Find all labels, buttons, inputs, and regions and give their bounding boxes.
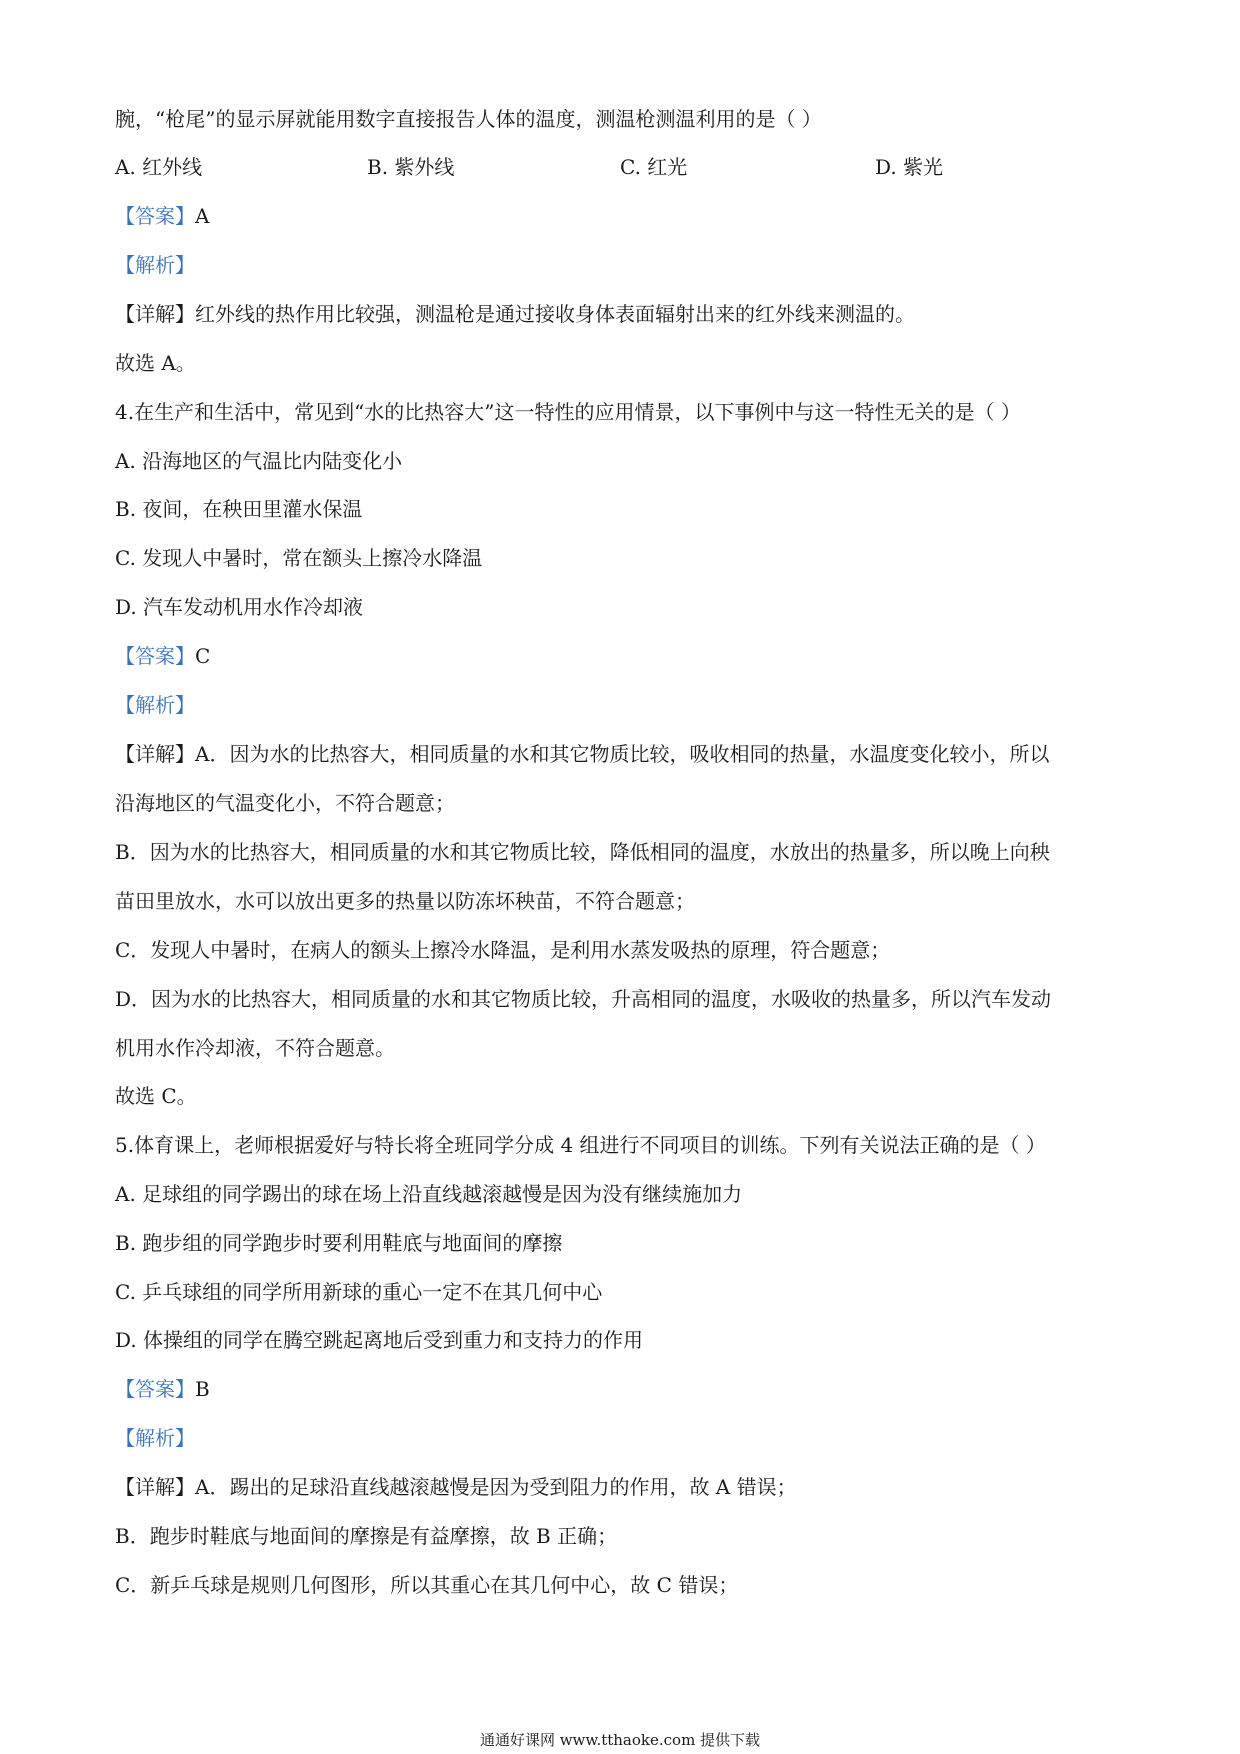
q5-option-c: C. 乒乓球组的同学所用新球的重心一定不在其几何中心 [115, 1280, 603, 1304]
q5-option-b: B. 跑步组的同学跑步时要利用鞋底与地面间的摩擦 [115, 1231, 563, 1255]
q4-analysis [115, 692, 195, 718]
q3-conclusion: 故选 A。 [115, 351, 196, 375]
q5-analysis [115, 1425, 195, 1451]
q4-detail-line-5: C．发现人中暑时，在病人的额头上擦冷水降温，是利用水蒸发吸热的原理，符合题意； [115, 938, 891, 962]
detail-text: 红外线的热作用比较强，测温枪是通过接收身体表面辐射出来的红外线来测温的。 [195, 302, 915, 326]
q5-stem: 5.体育课上，老师根据爱好与特长将全班同学分成 4 组进行不同项目的训练。下列有关说法正确的是（ ） [115, 1133, 1046, 1157]
q4-conclusion: 故选 C。 [115, 1084, 197, 1108]
q4-stem: 4.在生产和生活中，常见到“水的比热容大”这一特性的应用情景，以下事例中与这一特性无关的是（ ） [115, 400, 1021, 424]
q4-answer [115, 643, 210, 669]
page-footer: 通通好课网 www.tthaoke.com 提供下载 [479, 1731, 761, 1749]
q4-detail-line-4: 苗田里放水，水可以放出更多的热量以防冻坏秧苗，不符合题意； [115, 889, 695, 913]
q3-analysis [115, 252, 195, 278]
q5-option-a: A. 足球组的同学踢出的球在场上沿直线越滚越慢是因为没有继续施加力 [115, 1182, 743, 1206]
q5-detail-line-1 [115, 1474, 797, 1500]
detail-tag: 【详解】 [115, 1475, 195, 1499]
answer-value: C [195, 644, 211, 668]
detail-tag: 【详解】 [115, 302, 195, 326]
q5-answer [115, 1376, 210, 1402]
q4-option-c: C. 发现人中暑时，常在额头上擦冷水降温 [115, 546, 483, 570]
detail-text: A．踢出的足球沿直线越滚越慢是因为受到阻力的作用，故 A 错误； [195, 1475, 797, 1499]
q4-option-a: A. 沿海地区的气温比内陆变化小 [115, 449, 403, 473]
detail-tag: 【详解】 [115, 742, 195, 766]
q4-detail-line-1 [115, 741, 1049, 767]
q4-detail-line-7: 机用水作冷却液，不符合题意。 [115, 1036, 395, 1060]
analysis-tag: 【解析】 [115, 1426, 195, 1450]
q4-option-d: D. 汽车发动机用水作冷却液 [115, 595, 364, 619]
analysis-tag: 【解析】 [115, 693, 195, 717]
answer-value: B [195, 1377, 210, 1401]
answer-value: A [195, 204, 210, 228]
q3-detail [115, 301, 915, 327]
q3-option-b: B. 紫外线 [367, 155, 455, 179]
detail-text: A．因为水的比热容大，相同质量的水和其它物质比较，吸收相同的热量，水温度变化较小，所以 [195, 742, 1050, 766]
q4-detail-line-2: 沿海地区的气温变化小，不符合题意； [115, 791, 455, 815]
q3-stem: 腕，“枪尾”的显示屏就能用数字直接报告人体的温度，测温枪测温利用的是（ ） [115, 107, 822, 131]
q3-option-c: C. 红光 [620, 155, 688, 179]
answer-tag: 【答案】 [115, 204, 195, 228]
q4-option-b: B. 夜间，在秧田里灌水保温 [115, 497, 363, 521]
analysis-tag: 【解析】 [115, 253, 195, 277]
q4-detail-line-3: B．因为水的比热容大，相同质量的水和其它物质比较，降低相同的温度，水放出的热量多，所以晚上向秧 [115, 840, 1050, 864]
q3-answer [115, 203, 209, 229]
answer-tag: 【答案】 [115, 1377, 195, 1401]
q4-detail-line-6: D．因为水的比热容大，相同质量的水和其它物质比较，升高相同的温度，水吸收的热量多，所以汽车发动 [115, 987, 1052, 1011]
q3-option-a: A. 红外线 [115, 155, 203, 179]
q5-option-d: D. 体操组的同学在腾空跳起离地后受到重力和支持力的作用 [115, 1328, 644, 1352]
q5-detail-line-2: B．跑步时鞋底与地面间的摩擦是有益摩擦，故 B 正确； [115, 1524, 618, 1548]
q5-detail-line-3: C．新乒乓球是规则几何图形，所以其重心在其几何中心，故 C 错误； [115, 1573, 739, 1597]
answer-tag: 【答案】 [115, 644, 195, 668]
q3-option-d: D. 紫光 [875, 155, 944, 179]
